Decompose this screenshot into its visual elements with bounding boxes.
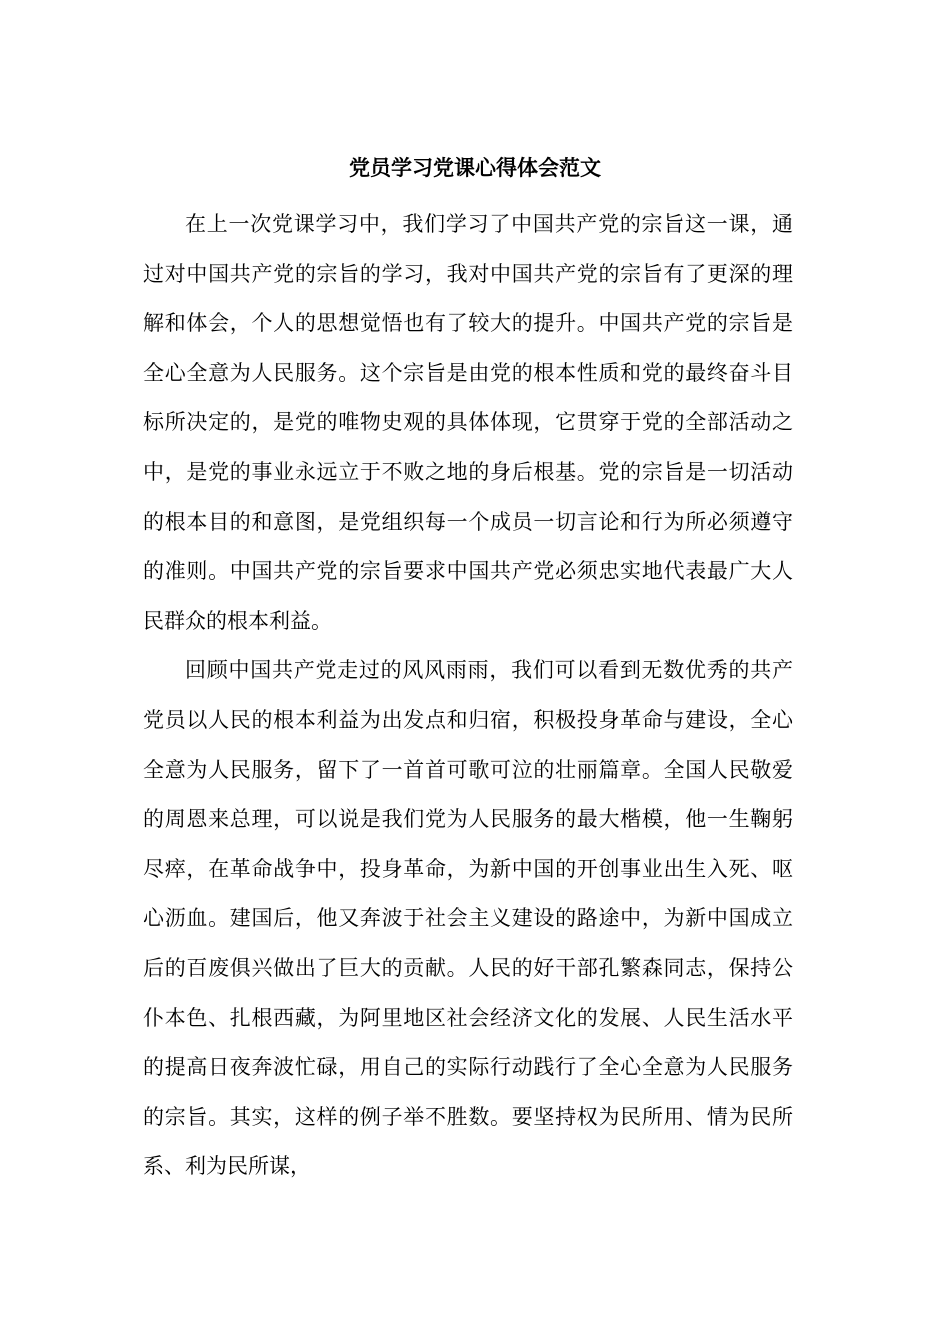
document-body (143, 200, 793, 1192)
paragraph-1: 在上一次党课学习中，我们学习了中国共产党的宗旨这一课，通过对中国共产党的宗旨的学习，我对中国共产党的宗旨有了更深的理解和体会，个人的思想觉悟也有了较大的提升。中国共产党的宗旨是全心全意为人民服务。这个宗旨是由党的根本性质和党的最终奋斗目标所决定的，是党的唯物史观的具体体现，它贯穿于党的全部活动之中，是党的事业永远立于不败之地的身后根基。党的宗旨是一切活动的根本目的和意图，是党组织每一个成员一切言论和行为所必须遵守的准则。中国共产党的宗旨要求中国共产党必须忠实地代表最广大人民群众的根本利益。 (143, 212, 793, 633)
document-title: 党员学习党课心得体会范文 (349, 156, 601, 180)
paragraph-2: 回顾中国共产党走过的风风雨雨，我们可以看到无数优秀的共产党员以人民的根本利益为出发点和归宿，积极投身革命与建设，全心全意为人民服务，留下了一首首可歌可泣的壮丽篇章。全国人民敬爱的周恩来总理，可以说是我们党为人民服务的最大楷模，他一生鞠躬尽瘁，在革命战争中，投身革命，为新中国的开创事业出生入死、呕心沥血。建国后，他又奔波于社会主义建设的路途中，为新中国成立后的百废俱兴做出了巨大的贡献。人民的好干部孔繁森同志，保持公仆本色、扎根西藏，为阿里地区社会经济文化的发展、人民生活水平的提高日夜奔波忙碌，用自己的实际行动践行了全心全意为人民服务的宗旨。其实，这样的例子举不胜数。要坚持权为民所用、情为民所系、利为民所谋， (143, 658, 793, 1179)
